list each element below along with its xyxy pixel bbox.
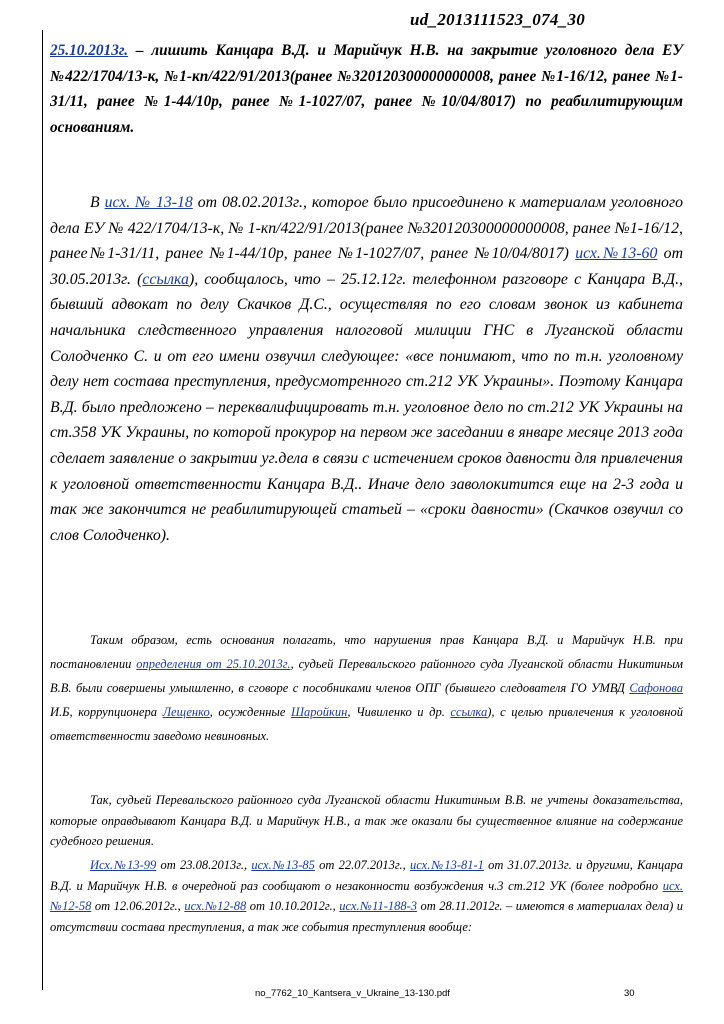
link-sharoykin[interactable]: Шаройкин <box>291 705 348 719</box>
paragraph-phone-conversation <box>50 190 683 548</box>
text-run: В <box>90 194 105 211</box>
page-footer <box>0 988 724 1008</box>
text-run: ), с целью привлечения к уголовной ответственности заведомо невиновных. <box>50 705 683 743</box>
link-ref-13-60[interactable]: исх.№13-60 <box>575 245 658 263</box>
link-ref-13-81-1[interactable]: исх.№13-81-1 <box>410 858 484 872</box>
link-ref-13-85[interactable]: исх.№13-85 <box>251 858 315 872</box>
footer-filename: no_7762_10_Kantsera_v_Ukraine_13-130.pdf <box>255 988 450 999</box>
link-ssylka[interactable]: ссылка <box>142 270 189 288</box>
text-run: от 12.06.2012г., <box>91 899 185 913</box>
link-ref-12-58[interactable]: исх.№12-58 <box>50 878 683 913</box>
link-ref-13-18[interactable]: исх. № 13-18 <box>104 194 193 211</box>
link-leshchenko[interactable]: Лещенко <box>162 705 210 719</box>
link-date-25-10-2013[interactable]: 25.10.2013г. <box>50 42 129 59</box>
text-run: ), сообщалось, что – 25.12.12г. телефонном разговоре с Канцара В.Д., бывший адвокат по делу Скачков Д.С., осуществляя по его словам звонок из кабинета начальника следственного управления налоговой милиции ГНС в Луганской области Солодченко С. и от его имени озвучил следующее: «все понимают, что по т.н. уголовному делу нет состава преступления, предусмотренного ст.212 УК Украины». Поэтому Канцара В.Д. было предложено – переквалифицировать т.н. уголовное дело по ст.212 УК Украины на ст.358 УК Украины, по которой прокурор на первом же заседании в январе месяце 2013 года сделает заявление о закрытии уг.дела в связи с истечением сроков давности для привлечения к уголовной ответственности Канцара В.Д.. Иначе дело заволокитится еще на 2-3 года и так же закончится не реабилитирующей статьей – «сроки давности» (Скачков озвучил со слов Солодченко). <box>50 270 683 544</box>
text-run: , осужденные <box>209 705 292 719</box>
text-run: от 10.10.2012г., <box>246 899 340 913</box>
link-ref-12-88[interactable]: исх.№12-88 <box>184 899 247 913</box>
page-number: 30 <box>624 988 635 999</box>
text-run: Таким образом, есть основания полагать, что нарушения прав Канцара В.Д. и Марийчук Н.В. при постановлении <box>50 633 683 671</box>
paragraph-conclusion <box>50 628 683 748</box>
text-run: от 31.07.2013г. и другими, Канцара В.Д. и Марийчук Н.В. в очередной раз сообщают о незаконности возбуждения ч.3 ст.212 УК (более подробно <box>50 858 683 893</box>
text-run: от 23.08.2013г., <box>156 858 252 872</box>
text-run: , Чивиленко и др. <box>347 705 451 719</box>
text-run: от 22.07.2013г., <box>314 858 411 872</box>
text-run: , судьей Перевальского районного суда Луганской области Никитиным В.В. были совершены умышленно, в сговоре с пособниками членов ОПГ (бывшего следователя ГО УМВД <box>50 657 684 695</box>
link-ruling-25-10-2013[interactable]: определения от 25.10.2013г. <box>136 657 291 671</box>
paragraph-decision <box>50 38 683 140</box>
text-run: И.Б, коррупционера <box>50 705 163 719</box>
link-ref-13-99[interactable]: Исх.№13-99 <box>90 858 157 872</box>
text-run: Так, судьей Перевальского районного суда Луганской области Никитиным В.В. не учтены доказательства, которые оправдывают Канцара В.Д. и Марийчук Н.В., а так же оказали бы существенное влияние на содержание судебного решения. <box>50 793 683 848</box>
left-margin-rule <box>42 30 43 990</box>
paragraph-text: – лишить Канцара В.Д. и Марийчук Н.В. на закрытие уголовного дела ЕУ №422/1704/13-к, №1-кп/422/91/2013(ранее №320120300000000008, ранее №1-16/12, ранее №1-31/11, ранее №1-44/10р, ранее №1-1027/07, ранее №10/04/8017) по реабилитирующим основаниям. <box>50 42 683 136</box>
document-id: ud_2013111523_074_30 <box>410 10 586 29</box>
link-safonov[interactable]: Сафонова <box>629 681 683 695</box>
link-ref-11-188-3[interactable]: исх.№11-188-3 <box>339 899 418 913</box>
link-ssylka-2[interactable]: ссылка <box>450 705 488 719</box>
text-run: от 30.05.2013г. ( <box>50 245 683 288</box>
paragraph-references <box>50 855 683 937</box>
text-run: от 28.11.2012г. – имеются в материалах дела) и отсутствии состава преступления, а так же события преступления вообще: <box>50 899 683 934</box>
paragraph-evidence <box>50 790 683 852</box>
text-run: от 08.02.2013г., которое было присоединено к материалам уголовного дела ЕУ № 422/1704/13-к, № 1-кп/422/91/2013(ранее №320120300000000008, ранее №1-16/12, ранее№1-31/11, ранее №1-44/10р, ранее №1-1027/07, ранее №10/04/8017) <box>50 194 684 263</box>
